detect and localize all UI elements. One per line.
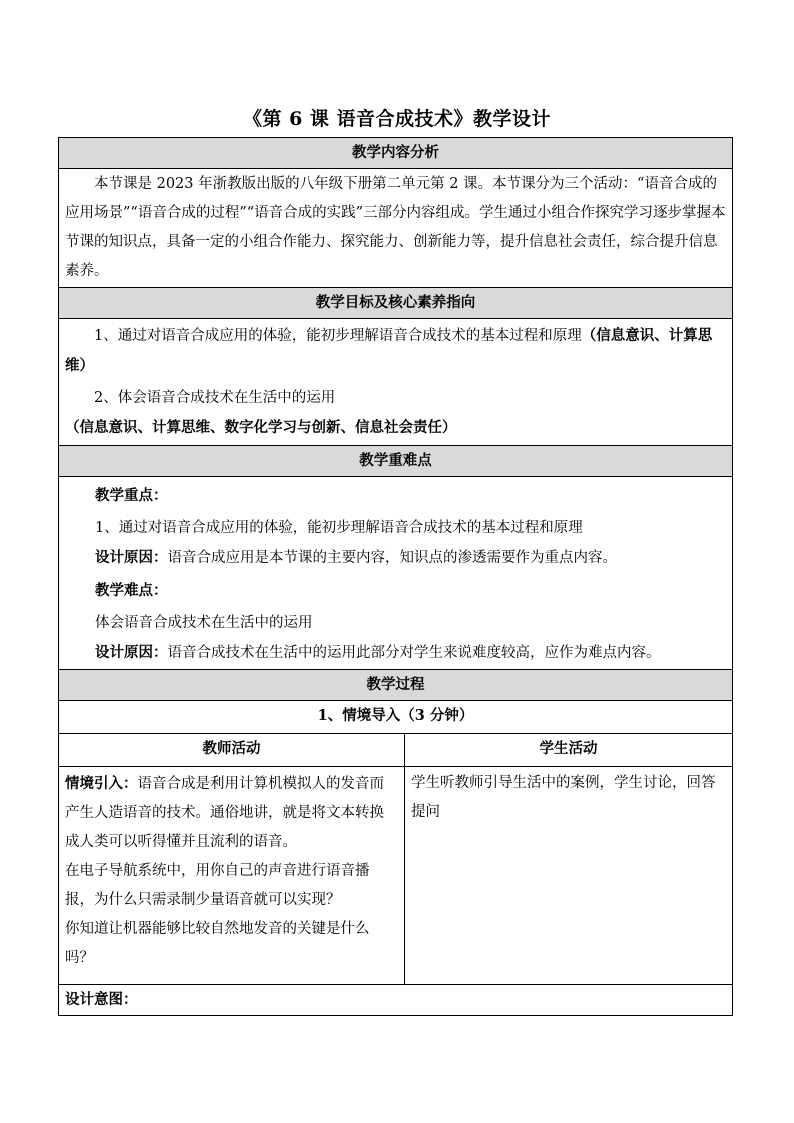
- focus-text: 1、通过对语音合成应用的体验，能初步理解语音合成技术的基本过程和原理: [95, 520, 583, 536]
- objectives-header: 教学目标及核心素养指向: [59, 288, 733, 319]
- difficulty-text: 体会语音合成技术在生活中的运用: [95, 615, 313, 631]
- content-analysis-text: 本节课是 2023 年浙教版出版的八年级下册第二单元第 2 课。本节课分为三个活动：“语音合成的应用场景”“语音合成的过程”“语音合成的实践”三部分内容组成。学生通过小组合作探究学习逐步掌握本节课的知识点，具备一定的小组合作能力、探究能力、创新能力等，提升信息社会责任，综合提升信息素养。: [65, 176, 726, 279]
- teacher-intro-label: 情境引入：: [65, 775, 138, 792]
- process-header: 教学过程: [59, 670, 733, 701]
- content-analysis-header: 教学内容分析: [59, 138, 733, 169]
- difficulty-label-text: 教学难点：: [95, 582, 168, 599]
- key-points-cell: [59, 477, 733, 670]
- difficulty-label: [95, 576, 726, 606]
- document-title: 《第 6 课 语音合成技术》教学设计: [242, 108, 552, 130]
- teacher-activity-header: 教师活动: [59, 734, 405, 767]
- objectives-cell: [59, 319, 733, 446]
- difficulty-reason: [95, 638, 726, 668]
- difficulty-reason-text: 语音合成技术在生活中的运用此部分对学生来说难度较高，应作为难点内容。: [167, 645, 661, 661]
- objective-2-tag: （信息意识、计算思维、数字化学习与创新、信息社会责任）: [65, 419, 457, 436]
- objective-2-text: 2、体会语音合成技术在生活中的运用: [94, 390, 336, 406]
- focus-reason-label: 设计原因：: [95, 549, 168, 566]
- objective-item-2: [65, 384, 726, 443]
- objective-item-1: [65, 321, 726, 381]
- design-intent-cell: [59, 985, 733, 1016]
- teacher-question-1: 在电子导航系统中，用你自己的声音进行语音播报，为什么只需录制少量语音就可以实现？: [65, 863, 370, 908]
- difficulty-reason-label: 设计原因：: [95, 644, 168, 661]
- key-points-header: 教学重难点: [59, 446, 733, 477]
- focus-reason-text: 语音合成应用是本节课的主要内容，知识点的渗透需要作为重点内容。: [167, 550, 617, 566]
- teacher-intro: [65, 769, 398, 857]
- objective-1-text: 1、通过对语音合成应用的体验，能初步理解语音合成技术的基本过程和原理: [94, 328, 582, 344]
- teacher-intro-text: 语音合成是利用计算机模拟人的发音而产生人造语音的技术。通俗地讲，就是将文本转换成人类可以听得懂并且流利的语音。: [65, 776, 384, 850]
- process-section-title: 1、情境导入（3 分钟）: [59, 701, 733, 734]
- student-activity-header: 学生活动: [405, 734, 733, 767]
- lesson-plan-table: [58, 137, 733, 1016]
- design-intent-label: 设计意图：: [65, 991, 138, 1008]
- focus-label-text: 教学重点：: [95, 487, 168, 504]
- focus-label: [95, 481, 726, 511]
- teacher-question-2: 你知道让机器能够比较自然地发音的关键是什么吗？: [65, 921, 370, 966]
- objective-1-tag: （信息意识、计算思维）: [65, 327, 713, 374]
- student-activity-text: 学生听教师引导生活中的案例，学生讨论，回答提问: [411, 775, 716, 820]
- student-activity-cell: [405, 767, 733, 985]
- focus-reason: [95, 543, 726, 573]
- content-analysis-cell: [59, 169, 733, 288]
- teacher-activity-cell: [59, 767, 405, 985]
